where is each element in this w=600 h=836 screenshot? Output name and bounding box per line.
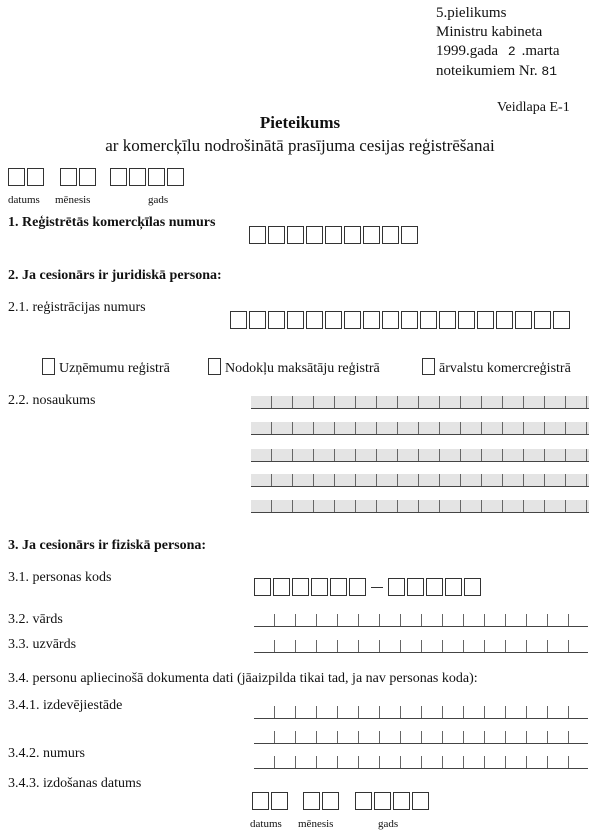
register-label: ārvalstu komercreģistrā (439, 361, 571, 376)
issuer-line[interactable] (254, 706, 588, 719)
issue-date-label-month: mēnesis (298, 818, 334, 830)
input-box[interactable] (401, 226, 418, 244)
checkbox[interactable] (42, 358, 55, 375)
input-box[interactable] (388, 578, 405, 596)
checkbox[interactable] (422, 358, 435, 375)
form-subtitle: ar komercķīlu nodrošinātā prasījuma cesijas reģistrēšanai (105, 136, 495, 155)
personal-code-label: 3.1. personas kods (8, 570, 112, 585)
issuer-line[interactable] (254, 731, 588, 744)
input-box[interactable] (330, 578, 347, 596)
input-box[interactable] (325, 311, 342, 329)
name-line[interactable] (251, 500, 589, 513)
input-box[interactable] (268, 226, 285, 244)
date-label-day: datums (8, 194, 40, 206)
input-box[interactable] (439, 311, 456, 329)
input-box[interactable] (306, 311, 323, 329)
document-data-label: 3.4. personu apliecinošā dokumenta dati (jāaizpilda tikai tad, ja nav personas koda): (8, 671, 478, 686)
issue-year-boxes[interactable] (355, 792, 429, 810)
input-box[interactable] (148, 168, 165, 186)
input-box[interactable] (311, 578, 328, 596)
input-box[interactable] (27, 168, 44, 186)
input-box[interactable] (477, 311, 494, 329)
register-label: Uzņēmumu reģistrā (59, 361, 170, 376)
name-line[interactable] (251, 474, 589, 487)
input-box[interactable] (534, 311, 551, 329)
section2-title: 2. Ja cesionārs ir juridiskā persona: (8, 268, 222, 283)
input-box[interactable] (344, 311, 361, 329)
input-box[interactable] (363, 311, 380, 329)
name-line[interactable] (251, 422, 589, 435)
register-option-enterprise[interactable] (42, 358, 170, 377)
register-option-foreign[interactable] (422, 358, 571, 377)
input-box[interactable] (349, 578, 366, 596)
input-box[interactable] (464, 578, 481, 596)
reg-number-boxes[interactable] (230, 311, 570, 329)
document-number-label: 3.4.2. numurs (8, 746, 85, 761)
input-box[interactable] (420, 311, 437, 329)
input-box[interactable] (322, 792, 339, 810)
input-box[interactable] (249, 311, 266, 329)
reg-number-label: 2.1. reģistrācijas numurs (8, 300, 146, 315)
input-box[interactable] (407, 578, 424, 596)
input-box[interactable] (382, 311, 399, 329)
input-box[interactable] (458, 311, 475, 329)
input-box[interactable] (553, 311, 570, 329)
issue-date-label: 3.4.3. izdošanas datums (8, 776, 142, 791)
issuer-label: 3.4.1. izdevējiestāde (8, 698, 123, 713)
first-name-label: 3.2. vārds (8, 612, 63, 627)
input-box[interactable] (306, 226, 323, 244)
input-box[interactable] (230, 311, 247, 329)
register-label: Nodokļu maksātāju reģistrā (225, 361, 380, 376)
input-box[interactable] (254, 578, 271, 596)
input-box[interactable] (79, 168, 96, 186)
issue-day-boxes[interactable] (252, 792, 288, 810)
regulation-number-label: noteikumiem Nr. (436, 63, 538, 79)
pledge-number-boxes[interactable] (249, 226, 418, 244)
input-box[interactable] (412, 792, 429, 810)
regulation-number (436, 62, 557, 81)
dash-separator (371, 587, 383, 596)
input-box[interactable] (271, 792, 288, 810)
regulation-month: .marta (521, 43, 560, 59)
input-box[interactable] (393, 792, 410, 810)
submission-month-boxes[interactable] (60, 168, 96, 186)
regulation-number-value: 81 (541, 64, 558, 79)
input-box[interactable] (426, 578, 443, 596)
input-box[interactable] (273, 578, 290, 596)
name-line[interactable] (251, 396, 589, 409)
regulation-day: 2 (507, 44, 516, 59)
submission-day-boxes[interactable] (8, 168, 44, 186)
input-box[interactable] (303, 792, 320, 810)
input-box[interactable] (515, 311, 532, 329)
section1-title: 1. Reģistrētās komercķīlas numurs (8, 215, 216, 230)
input-box[interactable] (287, 226, 304, 244)
input-box[interactable] (496, 311, 513, 329)
personal-code-boxes[interactable] (254, 578, 481, 596)
regulation-date (436, 42, 560, 61)
first-name-line[interactable] (254, 614, 588, 627)
input-box[interactable] (292, 578, 309, 596)
form-code: Veidlapa E-1 (497, 100, 570, 115)
input-box[interactable] (363, 226, 380, 244)
date-label-year: gads (148, 194, 169, 206)
input-box[interactable] (374, 792, 391, 810)
input-box[interactable] (60, 168, 77, 186)
last-name-label: 3.3. uzvārds (8, 637, 77, 652)
register-option-taxpayer[interactable] (208, 358, 380, 377)
name-line[interactable] (251, 449, 589, 462)
name-label: 2.2. nosaukums (8, 393, 96, 408)
annex-number: 5.pielikums (436, 5, 507, 21)
input-box[interactable] (287, 311, 304, 329)
input-box[interactable] (355, 792, 372, 810)
cabinet-label: Ministru kabineta (436, 24, 543, 40)
input-box[interactable] (167, 168, 184, 186)
input-box[interactable] (382, 226, 399, 244)
date-label-month: mēnesis (55, 194, 91, 206)
last-name-line[interactable] (254, 640, 588, 653)
input-box[interactable] (344, 226, 361, 244)
input-box[interactable] (252, 792, 269, 810)
section3-title: 3. Ja cesionārs ir fiziskā persona: (8, 538, 207, 553)
input-box[interactable] (8, 168, 25, 186)
submission-year-boxes[interactable] (110, 168, 184, 186)
input-box[interactable] (445, 578, 462, 596)
checkbox[interactable] (208, 358, 221, 375)
issue-month-boxes[interactable] (303, 792, 339, 810)
input-box[interactable] (268, 311, 285, 329)
form-title: Pieteikums (259, 113, 341, 132)
input-box[interactable] (129, 168, 146, 186)
document-number-line[interactable] (254, 756, 588, 769)
input-box[interactable] (110, 168, 127, 186)
input-box[interactable] (249, 226, 266, 244)
issue-date-label-year: gads (378, 818, 399, 830)
input-box[interactable] (401, 311, 418, 329)
regulation-year: 1999.gada (436, 43, 499, 59)
input-box[interactable] (325, 226, 342, 244)
issue-date-label-day: datums (250, 818, 282, 830)
